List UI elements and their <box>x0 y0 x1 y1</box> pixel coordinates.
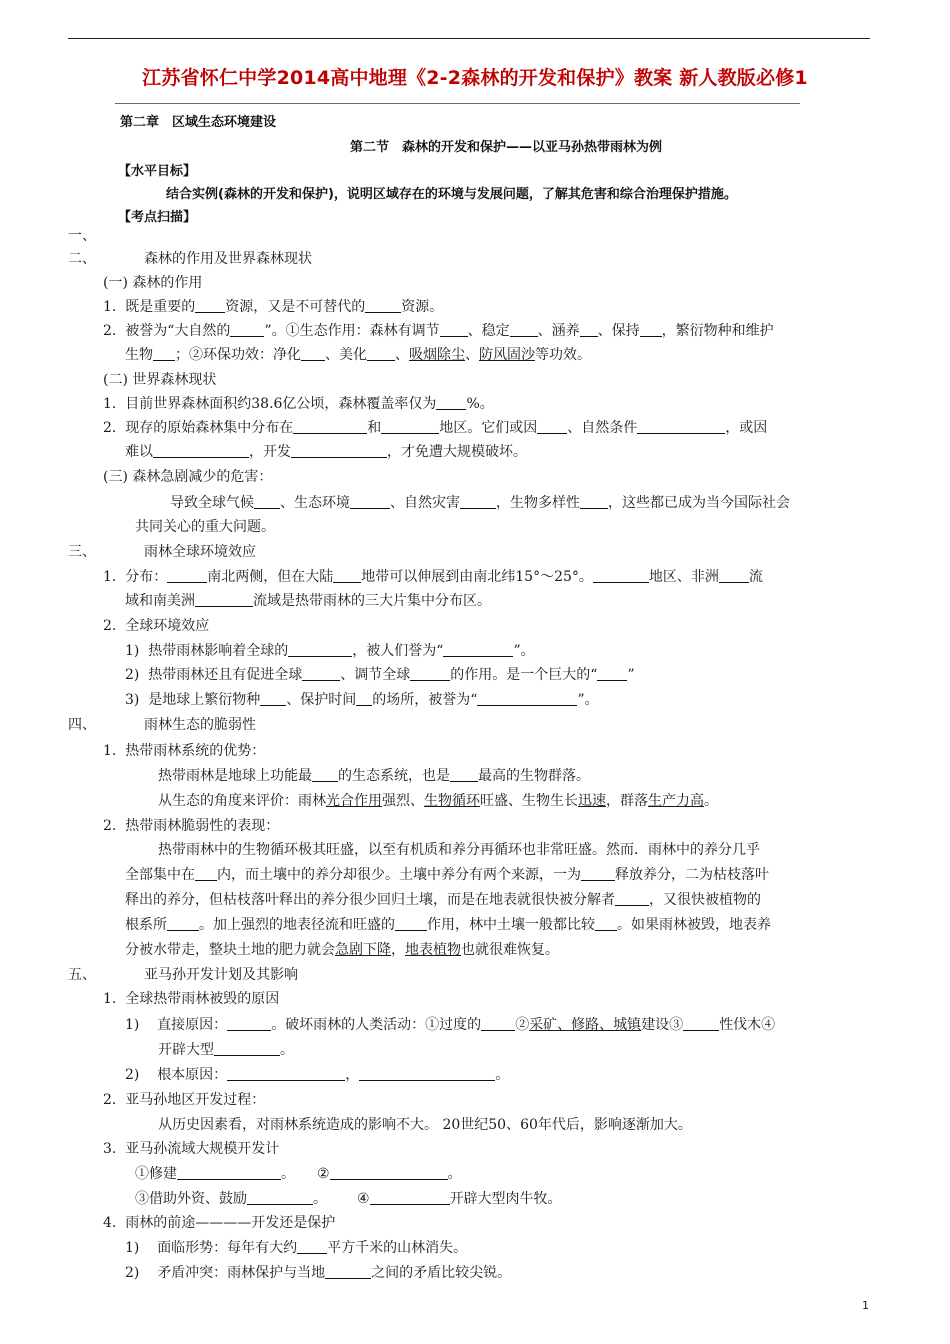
section-heading: 第二节 森林的开发和保护——以亚马孙热带雨林为例 <box>350 140 663 155</box>
chapter-heading: 第二章 区域生态环境建设 <box>120 115 277 130</box>
item-3-1-cont: 域和南美洲 流域是热带雨林的三大片集中分布区。 <box>125 593 491 609</box>
blank <box>365 298 401 313</box>
blank <box>370 1190 450 1205</box>
blank <box>615 891 649 906</box>
subsection-a-label: (一) 森林的作用 <box>103 275 203 291</box>
item-5-1-1: 1) 直接原因： 。破坏雨林的人类活动：①过度的 ②采矿、修路、城镇建设③ 性伐木④ <box>125 1017 776 1033</box>
section-1-number: 一、 <box>68 228 96 244</box>
item-b1: 1. 目前世界森林面积约38.6亿公顷，森林覆盖率仅为 %。 <box>103 396 494 412</box>
blank <box>301 346 325 361</box>
blank <box>195 866 217 881</box>
blank <box>247 1190 313 1205</box>
para-4-2-line3: 释出的养分，但枯枝落叶释出的养分很少回归土壤，而是在地表就很快被分解者 ，又很快被植物的 <box>125 892 761 908</box>
blank <box>593 568 649 583</box>
blank <box>260 691 286 706</box>
blank <box>291 443 387 458</box>
top-rule <box>68 38 870 39</box>
blank <box>167 916 199 931</box>
blank <box>227 1016 271 1031</box>
blank <box>460 494 496 509</box>
blank <box>297 1239 327 1254</box>
item-4-2: 2. 热带雨林脆弱性的表现： <box>103 818 280 834</box>
para-4-2-line5: 分被水带走，整块土地的肥力就会急剧下降，地表植物也就很难恢复。 <box>125 942 559 958</box>
blank <box>640 322 662 337</box>
blank <box>293 419 367 434</box>
blank <box>227 1066 345 1081</box>
blank <box>537 419 567 434</box>
item-a2-cont: 生物 ；②环保功效：净化 、美化 、吸烟除尘、防风固沙等功效。 <box>125 347 591 363</box>
item-a1: 1. 既是重要的 资源，又是不可替代的 资源。 <box>103 299 444 315</box>
blank <box>510 322 538 337</box>
item-5-4-2: 2) 矛盾冲突：雨林保护与当地 之间的矛盾比较尖锐。 <box>125 1265 512 1281</box>
blank <box>683 1016 719 1031</box>
blank <box>367 346 395 361</box>
blank <box>214 1041 280 1056</box>
blank <box>195 592 253 607</box>
item-3-2-3: 3) 是地球上繁衍物种 、保护时间 的场所，被誉为“ ”。 <box>125 692 599 708</box>
item-3-2-2: 2) 热带雨林还且有促进全球 、调节全球 的作用。是一个巨大的“ ” <box>125 667 635 683</box>
item-4-1: 1. 热带雨林系统的优势： <box>103 743 266 759</box>
section-2-heading: 二、 森林的作用及世界森林现状 <box>68 251 312 267</box>
item-5-4: 4. 雨林的前途————开发还是保护 <box>103 1215 336 1231</box>
para-4-2-line4: 根系所 。加上强烈的地表径流和旺盛的 作用，林中土壤一般都比较 。如果雨林被毁，地表养 <box>125 917 771 933</box>
blank <box>359 1066 495 1081</box>
blank <box>195 298 225 313</box>
blank <box>595 916 617 931</box>
item-5-1-1-cont: 开辟大型 。 <box>158 1042 294 1058</box>
blank <box>312 767 338 782</box>
title-underline <box>115 103 800 104</box>
item-5-3-line1: ①修建 。 ② 。 <box>135 1166 462 1182</box>
item-5-2: 2. 亚马孙地区开发过程： <box>103 1092 266 1108</box>
item-b2-cont: 难以 ，开发 ，才免遭大规模破坏。 <box>125 444 527 460</box>
item-a2: 2. 被誉为“大自然的 ”。①生态作用：森林有调节 、稳定 、涵养 、保持 ，繁衍物种和维护 <box>103 323 774 339</box>
blank <box>333 568 361 583</box>
goal-heading: 【水平目标】 <box>118 164 197 179</box>
section-4-heading: 四、 雨林生态的脆弱性 <box>68 717 256 733</box>
item-5-3-line2: ③借助外资、鼓励 。 ④ 开辟大型肉牛牧。 <box>135 1191 562 1207</box>
blank <box>230 322 264 337</box>
blank <box>153 346 175 361</box>
blank <box>395 916 427 931</box>
item-5-1: 1. 全球热带雨林被毁的原因 <box>103 991 280 1007</box>
blank <box>719 568 749 583</box>
goal-text: 结合实例(森林的开发和保护)，说明区域存在的环境与发展问题，了解其危害和综合治理保护措施。 <box>166 187 737 202</box>
item-3-2: 2. 全球环境效应 <box>103 618 210 634</box>
subsection-b-label: (二) 世界森林现状 <box>103 372 217 388</box>
blank <box>302 666 340 681</box>
item-c1: 导致全球气候 、生态环境 、自然灾害 ，生物多样性 ，这些都已成为当今国际社会 <box>170 495 790 511</box>
blank <box>581 866 615 881</box>
item-5-2-para: 从历史因素看，对雨林系统造成的影响不大。 20世纪50、60年代后，影响逐渐加大。 <box>158 1117 692 1133</box>
blank <box>440 322 468 337</box>
blank <box>477 691 577 706</box>
blank <box>580 322 598 337</box>
blank <box>450 767 478 782</box>
scan-heading: 【考点扫描】 <box>118 210 197 225</box>
item-4-1-p2: 从生态的角度来评价：雨林光合作用强烈、生物循环旺盛、生物生长迅速，群落生产力高。 <box>158 793 718 809</box>
page-number: 1 <box>862 1299 869 1312</box>
blank <box>580 494 608 509</box>
blank <box>481 1016 515 1031</box>
blank <box>410 666 450 681</box>
item-3-2-1: 1) 热带雨林影响着全球的 ，被人们誉为“ ”。 <box>125 643 535 659</box>
item-4-1-p1: 热带雨林是地球上功能最 的生态系统，也是 最高的生物群落。 <box>158 768 590 784</box>
blank <box>637 419 725 434</box>
item-5-4-1: 1) 面临形势：每年有大约 平方千米的山林消失。 <box>125 1240 468 1256</box>
blank <box>597 666 627 681</box>
blank <box>443 642 513 657</box>
item-3-1: 1. 分布： 南北两侧，但在大陆 地带可以伸展到由南北纬15°～25°。 地区、非洲 流 <box>103 569 763 585</box>
blank <box>177 1165 281 1180</box>
item-b2: 2. 现存的原始森林集中分布在 和 地区。它们或因 、自然条件 ，或因 <box>103 420 768 436</box>
item-5-1-2: 2) 根本原因： ， 。 <box>125 1067 510 1083</box>
blank <box>381 419 439 434</box>
subsection-c-label: (三) 森林急剧减少的危害： <box>103 469 273 485</box>
blank <box>325 1264 371 1279</box>
para-4-2-line2: 全部集中在 内，而土壤中的养分却很少。土壤中养分有两个来源，一为 释放养分，二为枯枝落叶 <box>125 867 769 883</box>
section-5-heading: 五、 亚马孙开发计划及其影响 <box>68 967 298 983</box>
blank <box>254 494 280 509</box>
blank <box>356 691 372 706</box>
blank <box>330 1165 448 1180</box>
blank <box>288 642 352 657</box>
document-title: 江苏省怀仁中学2014高中地理《2-2森林的开发和保护》教案 新人教版必修1 <box>142 67 808 89</box>
item-5-3: 3. 亚马孙流域大规模开发计 <box>103 1141 280 1157</box>
blank <box>436 395 466 410</box>
para-4-2-line1: 热带雨林中的生物循环极其旺盛，以至有机质和养分再循环也非常旺盛。然而．雨林中的养分几乎 <box>158 842 760 858</box>
item-c2: 共同关心的重大问题。 <box>135 519 275 535</box>
section-3-heading: 三、 雨林全球环境效应 <box>68 544 256 560</box>
blank <box>167 568 207 583</box>
blank <box>153 443 249 458</box>
blank <box>350 494 390 509</box>
